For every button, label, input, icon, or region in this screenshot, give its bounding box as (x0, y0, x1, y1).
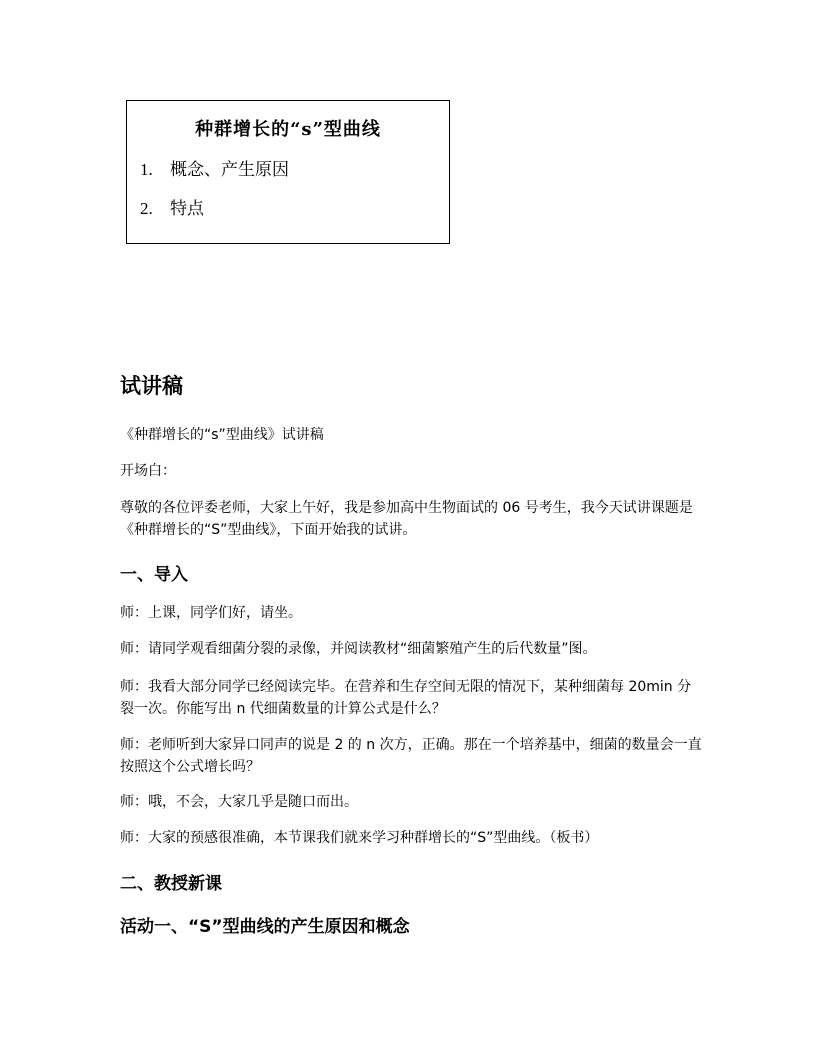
opening-paragraph: 尊敬的各位评委老师，大家上午好，我是参加高中生物面试的 06 号考生，我今天试讲课题是《种群增长的“S”型曲线》，下面开始我的试讲。 (120, 500, 693, 538)
board-item-1 (140, 155, 289, 180)
board-item-number: 1. (140, 160, 153, 179)
board-item-text: 概念、产生原因 (170, 160, 289, 180)
board-title: 种群增长的“s”型曲线 (195, 119, 381, 140)
section-title-intro: 一、导入 (120, 565, 188, 585)
opening-label: 开场白： (120, 463, 176, 479)
dialogue-line: 师：请同学观看细菌分裂的录像，并阅读教材“细菌繁殖产生的后代数量”图。 (120, 641, 597, 657)
section-title-new-lesson: 二、教授新课 (120, 874, 222, 894)
board-item-text: 特点 (170, 199, 204, 219)
dialogue-line: 师：哦，不会，大家几乎是随口而出。 (120, 794, 358, 810)
dialogue-line: 师：上课，同学们好，请坐。 (120, 605, 302, 621)
board-item-2 (140, 194, 204, 219)
dialogue-line: 师：老师听到大家异口同声的说是 2 的 n 次方，正确。那在一个培养基中，细菌的数量会一直按照这个公式增长吗？ (120, 737, 702, 775)
dialogue-line: 师：大家的预感很准确，本节课我们就来学习种群增长的“S”型曲线。（板书） (120, 830, 599, 846)
dialogue-line: 师：我看大部分同学已经阅读完毕。在营养和生存空间无限的情况下，某种细菌每 20min 分裂一次。你能写出 n 代细菌数量的计算公式是什么？ (120, 679, 692, 717)
document-title-line: 《种群增长的“s”型曲线》试讲稿 (120, 427, 324, 443)
activity-title: 活动一、“S”型曲线的产生原因和概念 (120, 917, 410, 937)
board-item-number: 2. (140, 199, 153, 218)
blackboard-design-box (126, 100, 450, 244)
section-heading-script: 试讲稿 (120, 374, 183, 398)
